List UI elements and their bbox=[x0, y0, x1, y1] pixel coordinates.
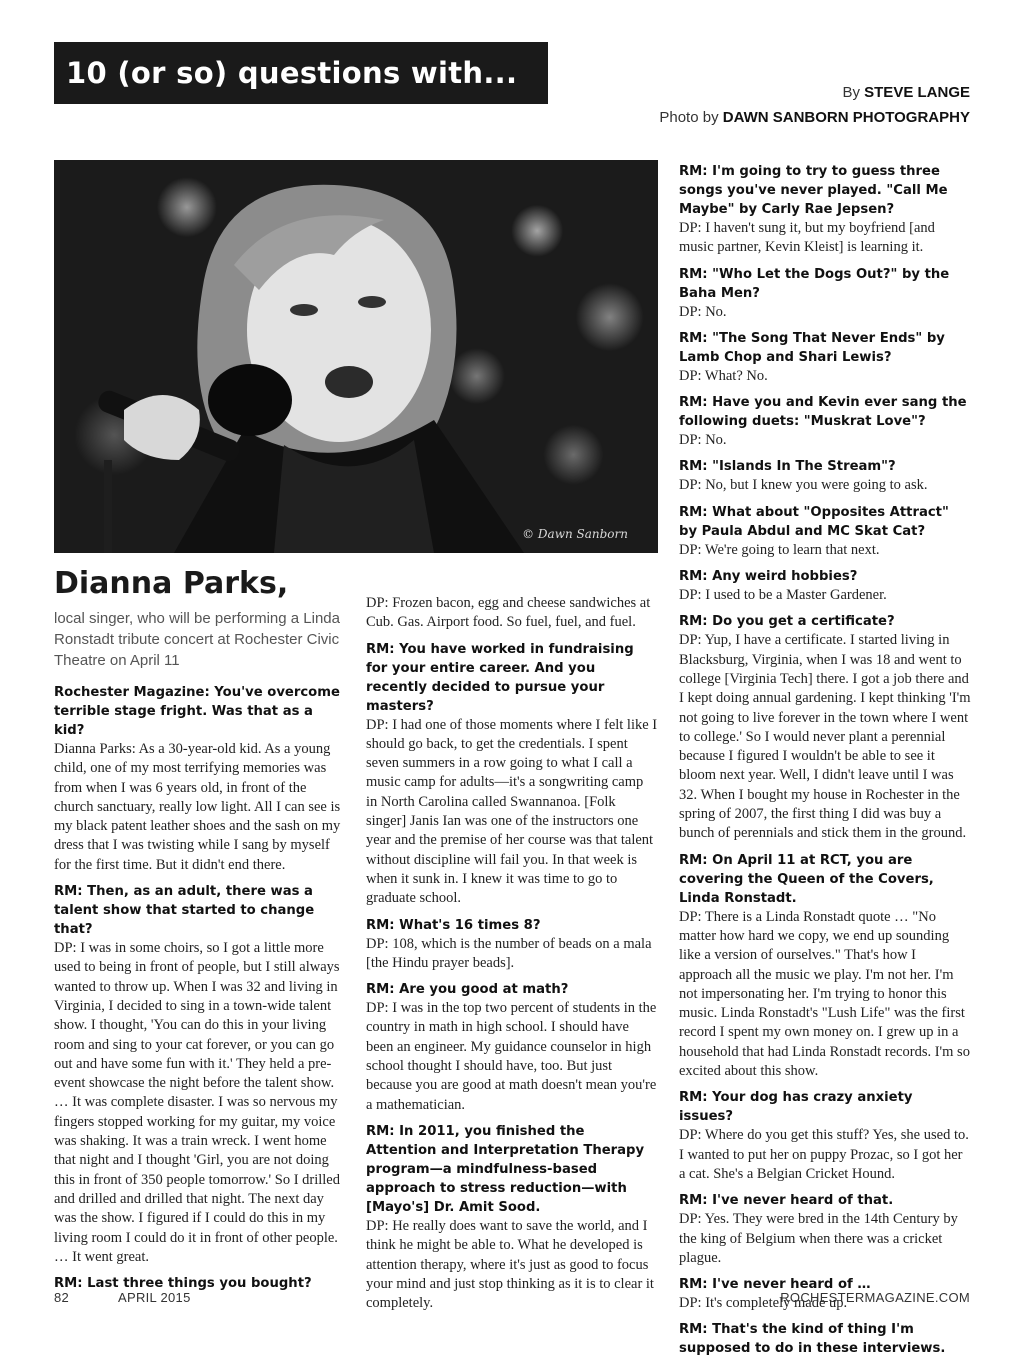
author-line bbox=[659, 80, 970, 105]
question: RM: In 2011, you finished the Attention and Interpretation Therapy program—a mindfulness-based approach to stress reduction—with [Mayo's] Dr. Amit Sood. bbox=[366, 1123, 645, 1215]
byline bbox=[659, 80, 970, 130]
answer: DP: What? No. bbox=[679, 367, 768, 384]
photo-watermark: © Dawn Sanborn bbox=[522, 527, 628, 541]
question: RM: That's the kind of thing I'm supposed to do in these interviews. bbox=[679, 1322, 946, 1357]
answer: DP: Yes. They were bred in the 14th Century by the king of Belgium when there was a cricket plague. bbox=[679, 1211, 958, 1266]
answer: DP: No. bbox=[679, 432, 727, 449]
question: RM: What's 16 times 8? bbox=[366, 917, 541, 933]
question: RM: You have worked in fundraising for your entire career. And you recently decided to pursue your masters? bbox=[366, 641, 634, 714]
answer: DP: No, but I knew you were going to ask. bbox=[679, 477, 928, 494]
question: RM: I'm going to try to guess three songs you've never played. "Call Me Maybe" by Carly Rae Jepsen? bbox=[679, 164, 948, 217]
singer-illustration bbox=[54, 160, 658, 553]
answer: DP: No. bbox=[679, 303, 727, 320]
page-number: 82 bbox=[54, 1290, 70, 1305]
question: RM: I've never heard of that. bbox=[679, 1193, 894, 1209]
answer: DP: It's completely made up. bbox=[679, 1295, 848, 1312]
question: RM: Last three things you bought? bbox=[54, 1276, 312, 1292]
question: RM: Any weird hobbies? bbox=[679, 569, 858, 585]
column-1 bbox=[54, 566, 346, 1293]
subject-name: Dianna Parks, bbox=[54, 566, 289, 601]
answer: DP: I was in the top two percent of students in the country in math in high school. I should have been an engineer. My guidance counselor in high school thought I should have, too. But just because you are good at math doesn't mean you're a mathematician. bbox=[366, 1000, 657, 1113]
answer: DP: I used to be a Master Gardener. bbox=[679, 587, 887, 604]
answer: DP: I was in some choirs, so I got a little more used to being in front of people, but I still always wanted to throw up. When I was 32 and living in Virginia, I decided to sing in a town-wide talent show. I thought, 'You can do this in your living room and sing to your cat forever, or you can go out and have some fun with it.' They held a pre-event showcase the night before the talent show. … It was complete disaster. I was so nervous my fingers stopped working for my guitar, my voice was shaking. It was a train wreck. I went home that night and I thought 'Girl, you are not doing this in front of 350 people tomorrow.' So I drilled and drilled and drilled that night. The next day was the show. I figured if I could do this in my living room I could do it in front of other people. … It went great. bbox=[54, 940, 340, 1265]
question: RM: "Islands In The Stream"? bbox=[679, 459, 896, 475]
answer: DP: We're going to learn that next. bbox=[679, 541, 880, 558]
answer: DP: Frozen bacon, egg and cheese sandwiches at Cub. Gas. Airport food. So fuel, fuel, and fuel. bbox=[366, 595, 651, 631]
question: RM: Your dog has crazy anxiety issues? bbox=[679, 1090, 913, 1125]
subject-description: local singer, who will be performing a Linda Ronstadt tribute concert at Rochester Civic Theatre on April 11 bbox=[54, 610, 340, 669]
photo-prefix: Photo by bbox=[659, 109, 719, 126]
column-2 bbox=[366, 594, 658, 1313]
question: RM: I've never heard of … bbox=[679, 1277, 871, 1293]
author-prefix: By bbox=[842, 84, 860, 101]
question: RM: Then, as an adult, there was a talent show that started to change that? bbox=[54, 884, 315, 938]
column-3 bbox=[679, 162, 971, 1358]
question: RM: "The Song That Never Ends" by Lamb Chop and Shari Lewis? bbox=[679, 330, 945, 365]
magazine-website: ROCHESTERMAGAZINE.COM bbox=[780, 1290, 970, 1305]
section-banner bbox=[54, 42, 548, 104]
issue-date: APRIL 2015 bbox=[118, 1290, 191, 1305]
author-name: STEVE LANGE bbox=[864, 84, 970, 101]
question: RM: "Who Let the Dogs Out?" by the Baha Men? bbox=[679, 266, 950, 301]
photographer-name: DAWN SANBORN PHOTOGRAPHY bbox=[722, 109, 970, 126]
banner-title: 10 (or so) questions with... bbox=[66, 56, 518, 90]
qa-block bbox=[54, 683, 346, 1293]
answer: DP: There is a Linda Ronstadt quote … "No matter how hard we copy, we end up sounding like a version of ourselves." That's how I approach all the music we play. I'm not her. I'm not impersonating her. I'm trying to honor this music. Linda Ronstadt's "Lush Life" was the first record I spent my own money on. I grew up in a household that had Linda Ronstadt records. I'm so excited about this show. bbox=[679, 908, 970, 1080]
question: RM: Have you and Kevin ever sang the following duets: "Muskrat Love"? bbox=[679, 395, 967, 430]
question: RM: Are you good at math? bbox=[366, 982, 569, 998]
question: Rochester Magazine: You've overcome terrible stage fright. Was that as a kid? bbox=[54, 685, 340, 738]
answer: DP: Yup, I have a certificate. I started living in Blacksburg, Virginia, when I was 18 and went to college [Virginia Tech] there. I got a job there and I kept doing annual gardening. I kept thinking 'I'm not going to live forever in the town where I went to college.' So I would never plant a perennial because I figured I wouldn't be able to see it bloom next year. Well, I didn't leave until I was 32. When I bought my house in Rochester in the spring of 2007, the first thing I did was buy a bunch of perennials and stick them in the ground. bbox=[679, 632, 971, 842]
answer: Dianna Parks: As a 30-year-old kid. As a young child, one of my most terrifying memories was from when I was 6 years old, in front of the church sanctuary, really low light. All I can see is my black patent leather shoes and the sash on my dress that I was twisting while I sang by myself for the first time. But it didn't end there. bbox=[54, 741, 341, 873]
question: RM: On April 11 at RCT, you are covering the Queen of the Covers, Linda Ronstadt. bbox=[679, 852, 934, 906]
answer: DP: He really does want to save the world, and I think he might be able to. What he developed is attention therapy, where it's just as good to focus your mind and just stop thinking as it is to clear it completely. bbox=[366, 1217, 654, 1312]
answer: DP: 108, which is the number of beads on a mala [the Hindu prayer beads]. bbox=[366, 935, 652, 971]
answer: DP: Where do you get this stuff? Yes, she used to. I wanted to put her on puppy Prozac, so I got her a cat. She's a Belgian Cricket Hound. bbox=[679, 1127, 969, 1182]
answer: DP: I haven't sung it, but my boyfriend [and music partner, Kevin Kleist] is learning it. bbox=[679, 220, 935, 256]
answer: DP: I had one of those moments where I felt like I should go back, to get the credentials. I spent seven summers in a row going to what I call a music camp for adults—it's a songwriting camp in North Carolina called Swannanoa. [Folk singer] Janis Ian was one of the instructors one year and the premise of her course was that talent without discipline will fail you. In that week is when it sunk in. I knew it was time to go to graduate school. bbox=[366, 716, 658, 907]
question: RM: What about "Opposites Attract" by Paula Abdul and MC Skat Cat? bbox=[679, 504, 949, 539]
question: RM: Do you get a certificate? bbox=[679, 614, 895, 630]
photo-credit-line bbox=[659, 105, 970, 130]
singer-photo bbox=[54, 160, 658, 553]
